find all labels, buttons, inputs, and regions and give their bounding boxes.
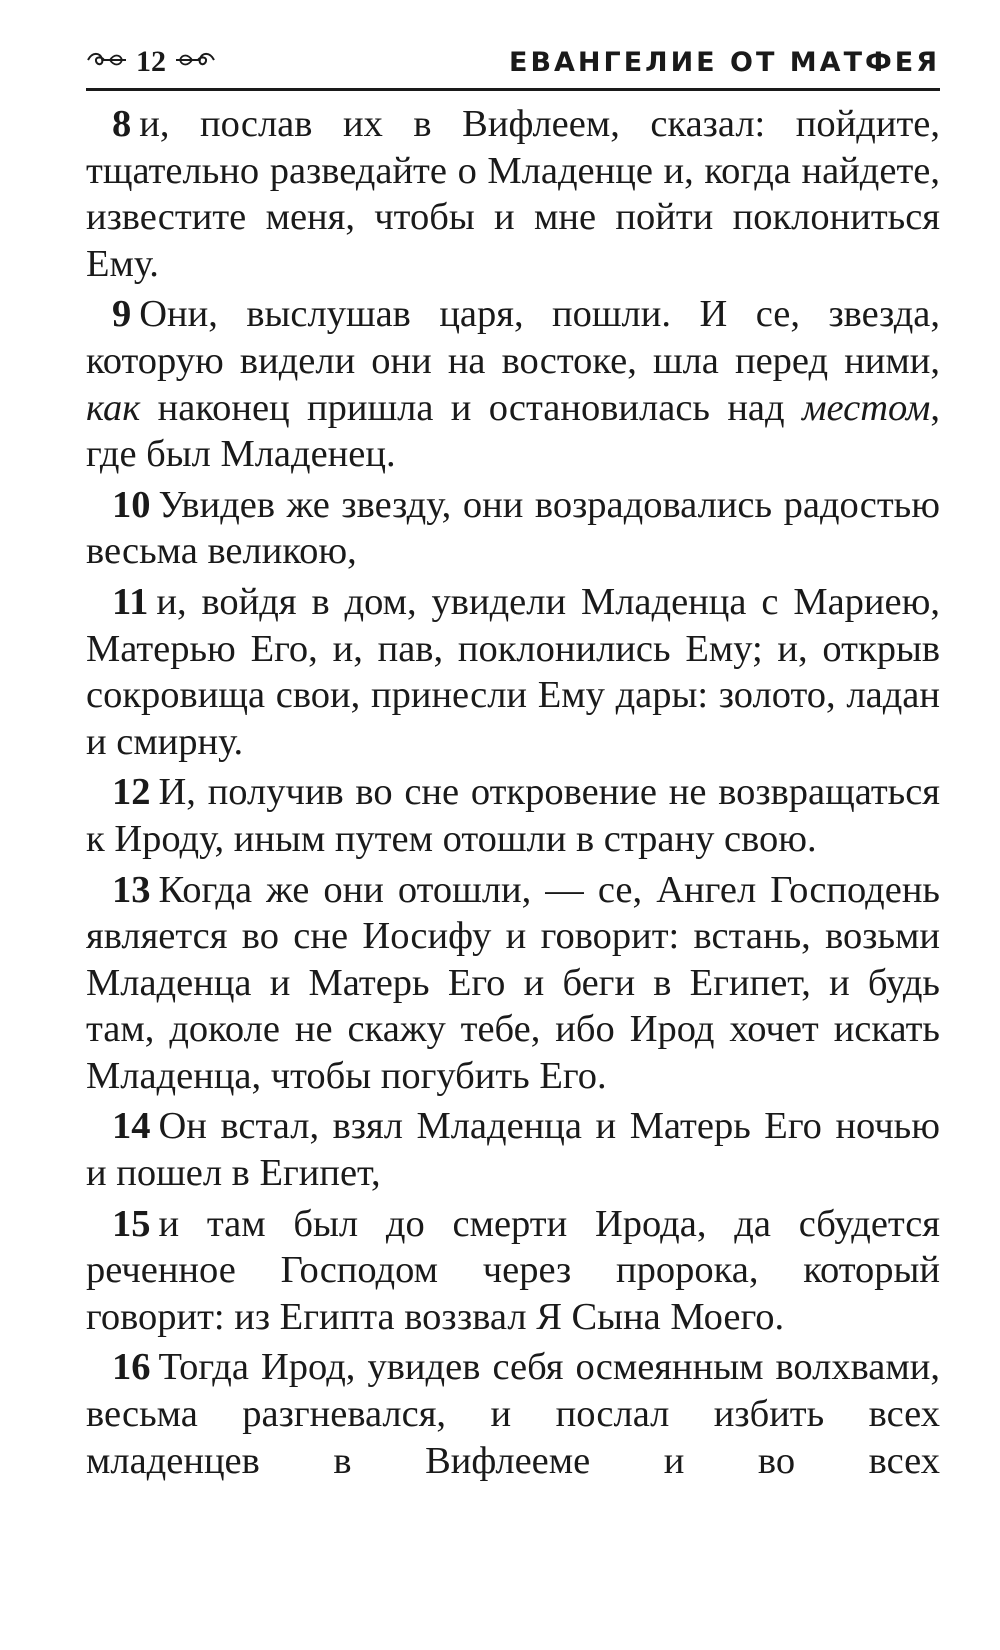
verse-15: [86, 1201, 940, 1341]
verse-text: Он встал, взял Младенца и Матерь Его ночью и пошел в Египет,: [86, 1105, 940, 1195]
verse-text: наконец пришла и остановилась над: [157, 386, 785, 429]
verse-italic-word: как: [86, 386, 141, 429]
verse-number: 12: [112, 771, 151, 814]
verse-number: 14: [112, 1105, 151, 1148]
verse-number: 16: [112, 1346, 151, 1389]
verse-number: 8: [112, 103, 132, 145]
verse-number: 13: [112, 868, 151, 911]
left-flourish-icon: [86, 48, 128, 76]
verse-italic-word: местом: [801, 386, 931, 429]
verse-text: , где был Младенец.: [86, 386, 941, 476]
verse-text: и, послав их в Вифлеем, сказал: пойдите, тщательно разведайте о Младенце и, когда найдете, известите меня, чтобы и мне пойти поклониться Ему.: [86, 103, 940, 285]
verse-8: [86, 101, 940, 287]
verse-16: [86, 1344, 940, 1484]
verse-text: Тогда Ирод, увидев себя осмеянным волхвами, весьма разгневался, и послал избить всех младенцев в Вифлееме и во всех: [86, 1346, 940, 1482]
verse-text: Когда же они отошли, — се, Ангел Господень является во сне Иосифу и говорит: встань, возьми Младенца и Матерь Его и беги в Египет, и будь там, доколе не скажу тебе, ибо Ирод хочет искать Младенца, чтобы погубить Его.: [86, 868, 940, 1097]
verse-number: 9: [112, 293, 132, 336]
verse-number: 11: [112, 580, 149, 623]
verse-text: и там был до смерти Ирода, да сбудется реченное Господом через пророка, который говорит: из Египта воззвал Я Сына Моего.: [86, 1202, 940, 1338]
book-page: [86, 40, 940, 1484]
verse-number: 10: [112, 483, 151, 526]
verse-text: Увидев же звезду, они возрадовались радостью весьма великою,: [86, 483, 940, 573]
verse-text: Они, выслушав царя, пошли. И се, звезда, которую видели они на востоке, шла перед ними,: [86, 293, 940, 382]
verse-13: [86, 867, 940, 1100]
page-number: 12: [136, 45, 166, 78]
verse-14: [86, 1103, 940, 1196]
verse-12: [86, 769, 940, 862]
right-flourish-icon: [174, 48, 216, 76]
running-title: ЕВАНГЕЛИЕ ОТ МАТФЕЯ: [509, 46, 940, 78]
verse-number: 15: [112, 1202, 151, 1245]
verse-10: [86, 482, 940, 575]
verse-9: [86, 291, 940, 477]
scripture-text: [86, 101, 940, 1484]
page-header: [86, 40, 940, 91]
page-number-group: [86, 47, 216, 77]
verse-text: и, войдя в дом, увидели Младенца с Мариею, Матерью Его, и, пав, поклонились Ему; и, открыв сокровища свои, принесли Ему дары: золото, ладан и смирну.: [86, 580, 940, 763]
verse-text: И, получив во сне откровение не возвращаться к Ироду, иным путем отошли в страну свою.: [86, 771, 940, 860]
verse-11: [86, 579, 940, 765]
